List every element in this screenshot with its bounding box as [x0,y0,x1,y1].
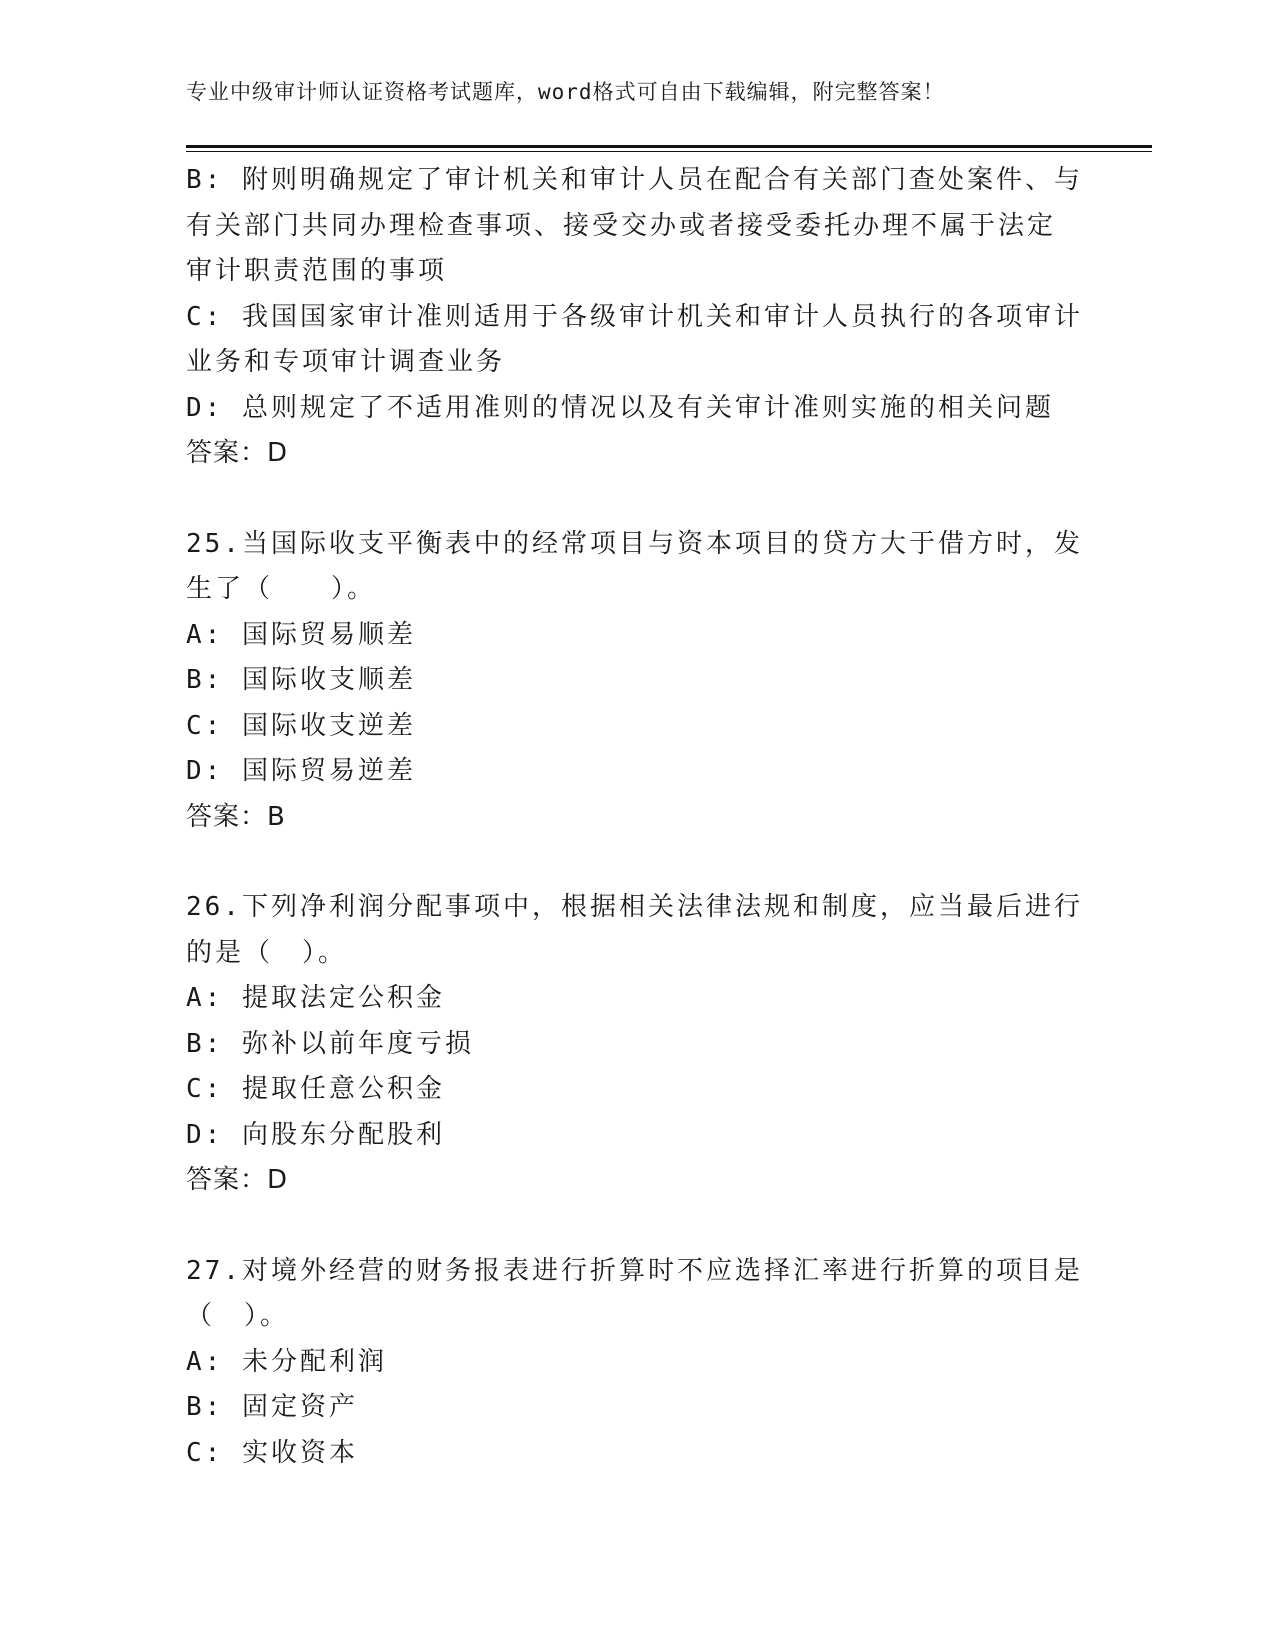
option-line: A: 未分配利润 [186,1346,387,1377]
option-line: 审计职责范围的事项 [186,256,448,286]
question-stem: 的是（ ）。 [186,937,348,968]
option-line: B: 附则明确规定了审计机关和审计人员在配合有关部门查处案件、与 [186,165,1083,195]
question-content [186,158,1086,1476]
option-line: D: 国际贸易逆差 [186,756,416,786]
question-stem: 25.当国际收支平衡表中的经常项目与资本项目的贷方大于借方时，发 [186,528,1083,559]
question-stem: （ ）。 [186,1301,290,1331]
option-line: D: 向股东分配股利 [186,1119,445,1150]
header-rule-thin [186,151,1152,152]
question-stem: 生了（ ）。 [186,574,377,604]
option-line: 有关部门共同办理检查事项、接受交办或者接受委托办理不属于法定 [186,210,1057,241]
question-spacer [186,477,1086,522]
header-rule-thick [186,145,1152,148]
option-line: B: 国际收支顺差 [186,665,416,695]
answer-line: 答案：B [186,801,286,832]
option-line: D: 总则规定了不适用准则的情况以及有关审计准则实施的相关问题 [186,392,1054,423]
option-line: A: 提取法定公积金 [186,983,445,1013]
option-line: A: 国际贸易顺差 [186,619,416,650]
page-header: 专业中级审计师认证资格考试题库，word格式可自由下载编辑，附完整答案！ [186,80,945,104]
option-line: C: 实收资本 [186,1437,358,1468]
question-spacer [186,1204,1086,1249]
option-line: B: 固定资产 [186,1392,358,1422]
option-line: C: 提取任意公积金 [186,1074,445,1104]
question-stem: 26.下列净利润分配事项中，根据相关法律法规和制度，应当最后进行 [186,892,1083,922]
answer-line: 答案：D [186,438,289,468]
question-stem: 27.对境外经营的财务报表进行折算时不应选择汇率进行折算的项目是 [186,1255,1083,1286]
option-line: 业务和专项审计调查业务 [186,347,506,377]
option-line: C: 国际收支逆差 [186,710,416,741]
answer-line: 答案：D [186,1165,289,1195]
question-spacer [186,840,1086,885]
option-line: C: 我国国家审计准则适用于各级审计机关和审计人员执行的各项审计 [186,301,1083,332]
option-line: B: 弥补以前年度亏损 [186,1028,474,1059]
